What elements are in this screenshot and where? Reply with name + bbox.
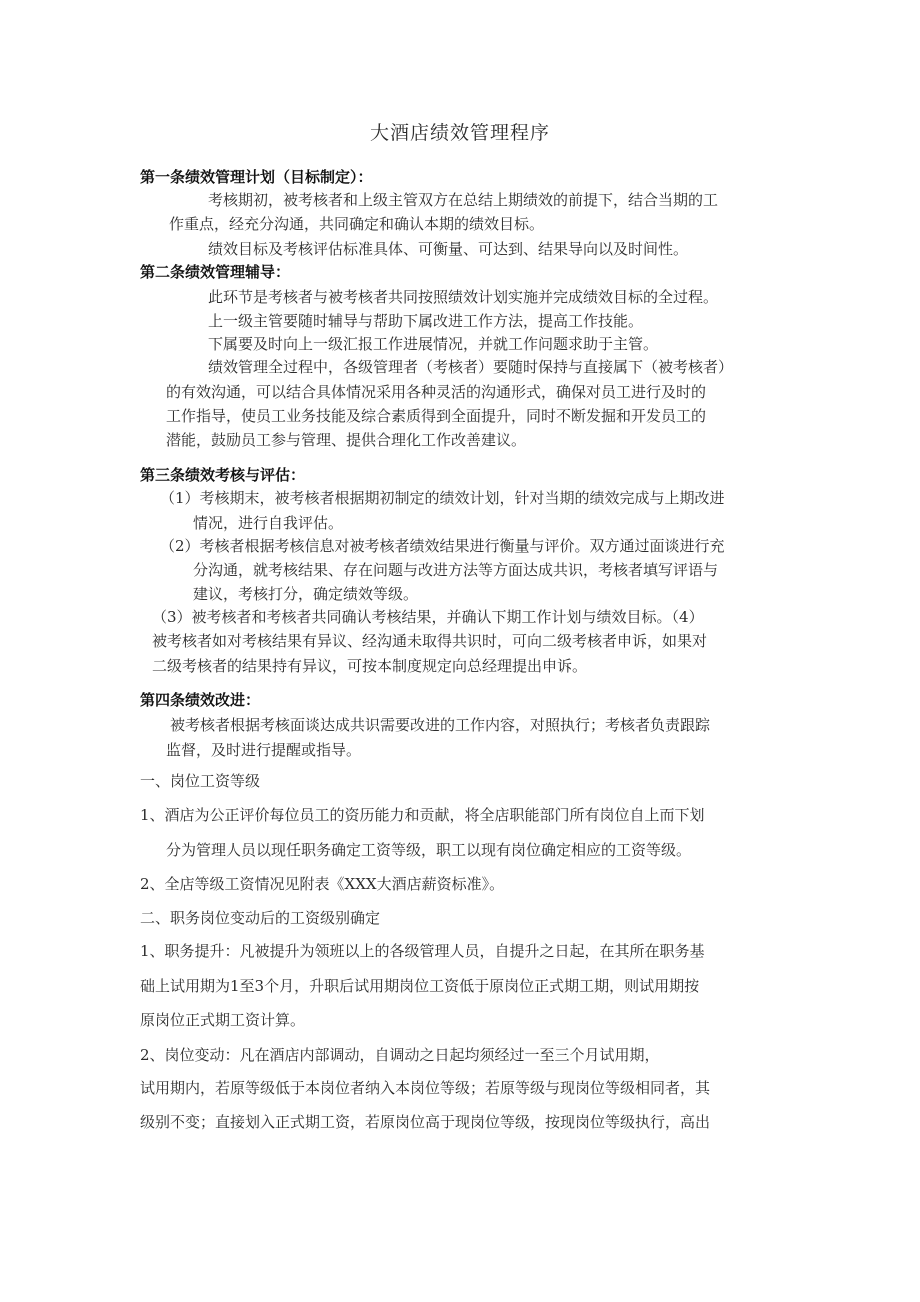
section-3-heading: 第三条绩效考核与评估：: [140, 466, 306, 484]
section-3-line-7: 被考核者如对考核结果有异议、经沟通未取得共识时，可向二级考核者申诉，如果对: [152, 632, 708, 650]
section-3-line-3: （2）考核者根据考核信息对被考核者绩效结果进行衡量与评价。双方通过面谈进行充: [160, 537, 725, 555]
part-2-line-1: 1、职务提升：凡被提升为领班以上的各级管理人员，自提升之日起，在其所在职务基: [140, 942, 705, 960]
part-1-line-2: 分为管理人员以现任职务确定工资等级，职工以现有岗位确定相应的工资等级。: [166, 841, 692, 859]
section-3-line-4: 分沟通，就考核结果、存在问题与改进方法等方面达成共识，考核者填写评语与: [193, 561, 719, 579]
part-2-line-2: 础上试用期为1至3个月，升职后试用期岗位工资低于原岗位正式期工期，则试用期按: [140, 977, 700, 995]
section-2-line-4: 绩效管理全过程中，各级管理者（考核者）要随时保持与直接属下（被考核者）: [208, 358, 734, 376]
section-2-line-1: 此环节是考核者与被考核者共同按照绩效计划实施并完成绩效目标的全过程。: [208, 288, 719, 306]
section-2-line-5: 的有效沟通，可以结合具体情况采用各种灵活的沟通形式，确保对员工进行及时的: [166, 383, 707, 401]
section-4-line-1: 被考核者根据考核面谈达成共识需要改进的工作内容，对照执行；考核者负责跟踪: [170, 716, 711, 734]
section-1-line-1: 考核期初，被考核者和上级主管双方在总结上期绩效的前提下，结合当期的工: [208, 191, 719, 209]
part-1-line-3: 2、全店等级工资情况见附表《XXX大酒店薪资标准》。: [140, 875, 505, 893]
section-4-line-2: 监督，及时进行提醒或指导。: [166, 741, 362, 759]
section-1-line-2: 作重点，经充分沟通，共同确定和确认本期的绩效目标。: [169, 215, 545, 233]
part-2-line-3: 原岗位正式期工资计算。: [140, 1011, 306, 1029]
document-title: 大酒店绩效管理程序: [369, 122, 550, 144]
section-3-line-6: （3）被考核者和考核者共同确认考核结果，并确认下期工作计划与绩效目标。（4）: [152, 608, 704, 626]
section-2-line-7: 潜能，鼓励员工参与管理、提供合理化工作改善建议。: [166, 431, 527, 449]
section-4-heading: 第四条绩效改进：: [140, 691, 261, 709]
part-2-heading: 二、职务岗位变动后的工资级别确定: [140, 909, 381, 927]
section-3-line-8: 二级考核者的结果持有异议，可按本制度规定向总经理提出申诉。: [152, 657, 588, 675]
section-3-line-1: （1）考核期末，被考核者根据期初制定的绩效计划，针对当期的绩效完成与上期改进: [160, 489, 725, 507]
section-3-line-2: 情况，进行自我评估。: [193, 514, 344, 532]
part-2-line-4: 2、岗位变动：凡在酒店内部调动，自调动之日起均须经过一至三个月试用期，: [140, 1046, 660, 1064]
part-1-heading: 一、岗位工资等级: [140, 772, 261, 790]
section-1-heading: 第一条绩效管理计划（目标制定）：: [140, 168, 373, 186]
part-1-line-1: 1、酒店为公正评价每位员工的资历能力和贡献，将全店职能部门所有岗位自上而下划: [140, 806, 705, 824]
section-2-line-3: 下属要及时向上一级汇报工作进展情况，并就工作问题求助于主管。: [208, 335, 659, 353]
section-2-line-2: 上一级主管要随时辅导与帮助下属改进工作方法，提高工作技能。: [208, 312, 644, 330]
section-1-line-3: 绩效目标及考核评估标准具体、可衡量、可达到、结果导向以及时间性。: [208, 240, 689, 258]
part-2-line-6: 级别不变；直接划入正式期工资，若原岗位高于现岗位等级，按现岗位等级执行，高出: [140, 1113, 711, 1131]
section-2-heading: 第二条绩效管理辅导：: [140, 263, 291, 281]
section-2-line-6: 工作指导，使员工业务技能及综合素质得到全面提升，同时不断发掘和开发员工的: [166, 407, 707, 425]
section-3-line-5: 建议，考核打分，确定绩效等级。: [193, 585, 419, 603]
part-2-line-5: 试用期内，若原等级低于本岗位者纳入本岗位等级；若原等级与现岗位等级相同者，其: [140, 1079, 711, 1097]
